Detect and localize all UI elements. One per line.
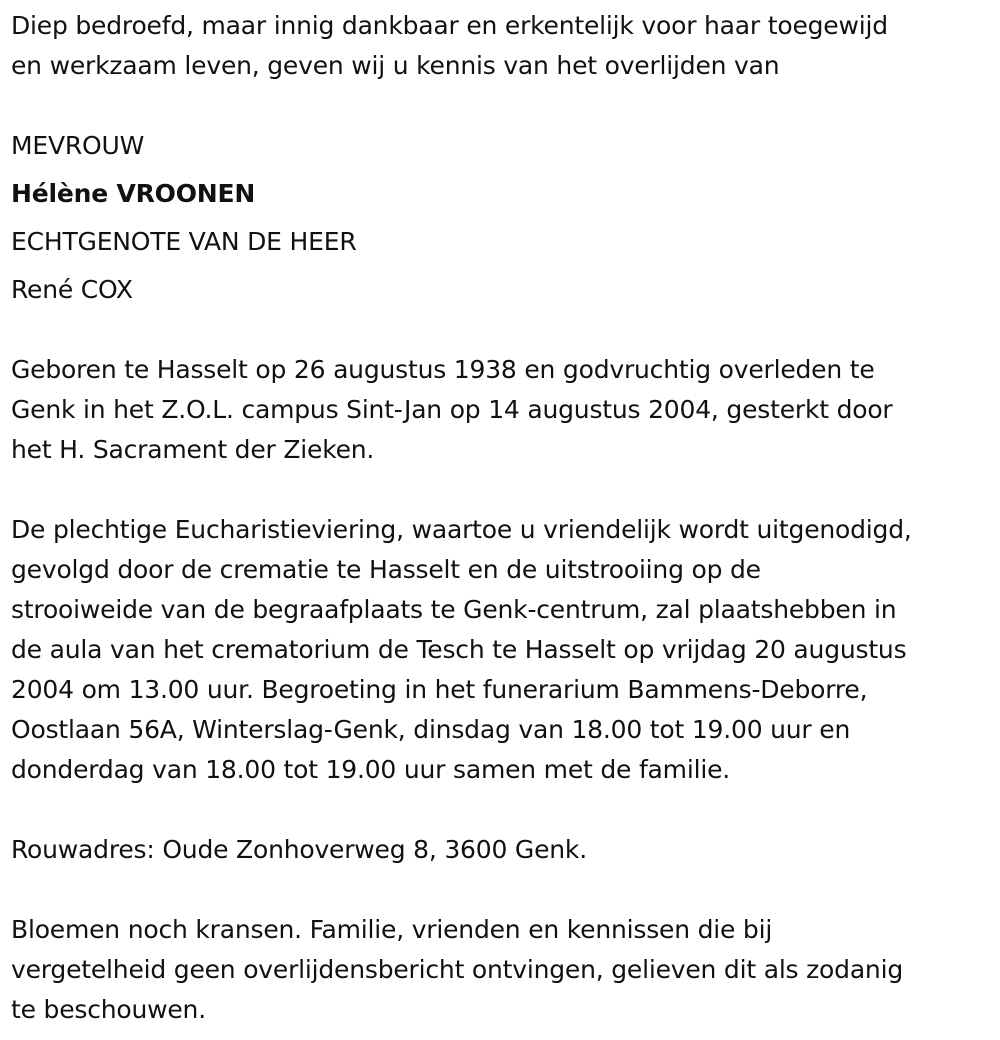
spacer: [11, 166, 1000, 174]
address-paragraph: [11, 830, 1000, 870]
birth-death-line: het H. Sacrament der Zieken.: [11, 435, 375, 464]
ceremony-line: donderdag van 18.00 tot 19.00 uur samen met de familie.: [11, 755, 730, 784]
deceased-name: Hélène VROONEN: [11, 179, 256, 208]
ceremony-line: de aula van het crematorium de Tesch te Hasselt op vrijdag 20 augustus: [11, 635, 907, 664]
flowers-paragraph: [11, 910, 1000, 1030]
spacer: [11, 470, 1000, 510]
birth-death-paragraph: [11, 350, 1000, 470]
ceremony-line: strooiweide van de begraafplaats te Genk-centrum, zal plaatshebben in: [11, 595, 897, 624]
spacer: [11, 262, 1000, 270]
honorific-title: MEVROUW: [11, 131, 145, 160]
spacer: [11, 310, 1000, 350]
spouse-name: René COX: [11, 275, 133, 304]
spacer: [11, 790, 1000, 830]
ceremony-line: Oostlaan 56A, Winterslag-Genk, dinsdag van 18.00 tot 19.00 uur en: [11, 715, 851, 744]
ceremony-line: De plechtige Eucharistieviering, waartoe u vriendelijk wordt uitgenodigd,: [11, 515, 912, 544]
intro-line: en werkzaam leven, geven wij u kennis van het overlijden van: [11, 51, 780, 80]
spacer: [11, 214, 1000, 222]
flowers-line: te beschouwen.: [11, 995, 206, 1024]
flowers-line: vergetelheid geen overlijdensbericht ontvingen, gelieven dit als zodanig: [11, 955, 903, 984]
spacer: [11, 870, 1000, 910]
ceremony-line: gevolgd door de crematie te Hasselt en de uitstrooiing op de: [11, 555, 761, 584]
relation-label: ECHTGENOTE VAN DE HEER: [11, 227, 357, 256]
intro-paragraph: [11, 6, 1000, 86]
spacer: [11, 86, 1000, 126]
intro-line: Diep bedroefd, maar innig dankbaar en erkentelijk voor haar toegewijd: [11, 11, 888, 40]
birth-death-line: Geboren te Hasselt op 26 augustus 1938 en godvruchtig overleden te: [11, 355, 875, 384]
ceremony-paragraph: [11, 510, 1000, 790]
ceremony-line: 2004 om 13.00 uur. Begroeting in het funerarium Bammens-Deborre,: [11, 675, 868, 704]
mourning-address: Rouwadres: Oude Zonhoverweg 8, 3600 Genk.: [11, 835, 587, 864]
birth-death-line: Genk in het Z.O.L. campus Sint-Jan op 14 augustus 2004, gesterkt door: [11, 395, 893, 424]
deceased-block: [11, 126, 1000, 310]
flowers-line: Bloemen noch kransen. Familie, vrienden en kennissen die bij: [11, 915, 773, 944]
